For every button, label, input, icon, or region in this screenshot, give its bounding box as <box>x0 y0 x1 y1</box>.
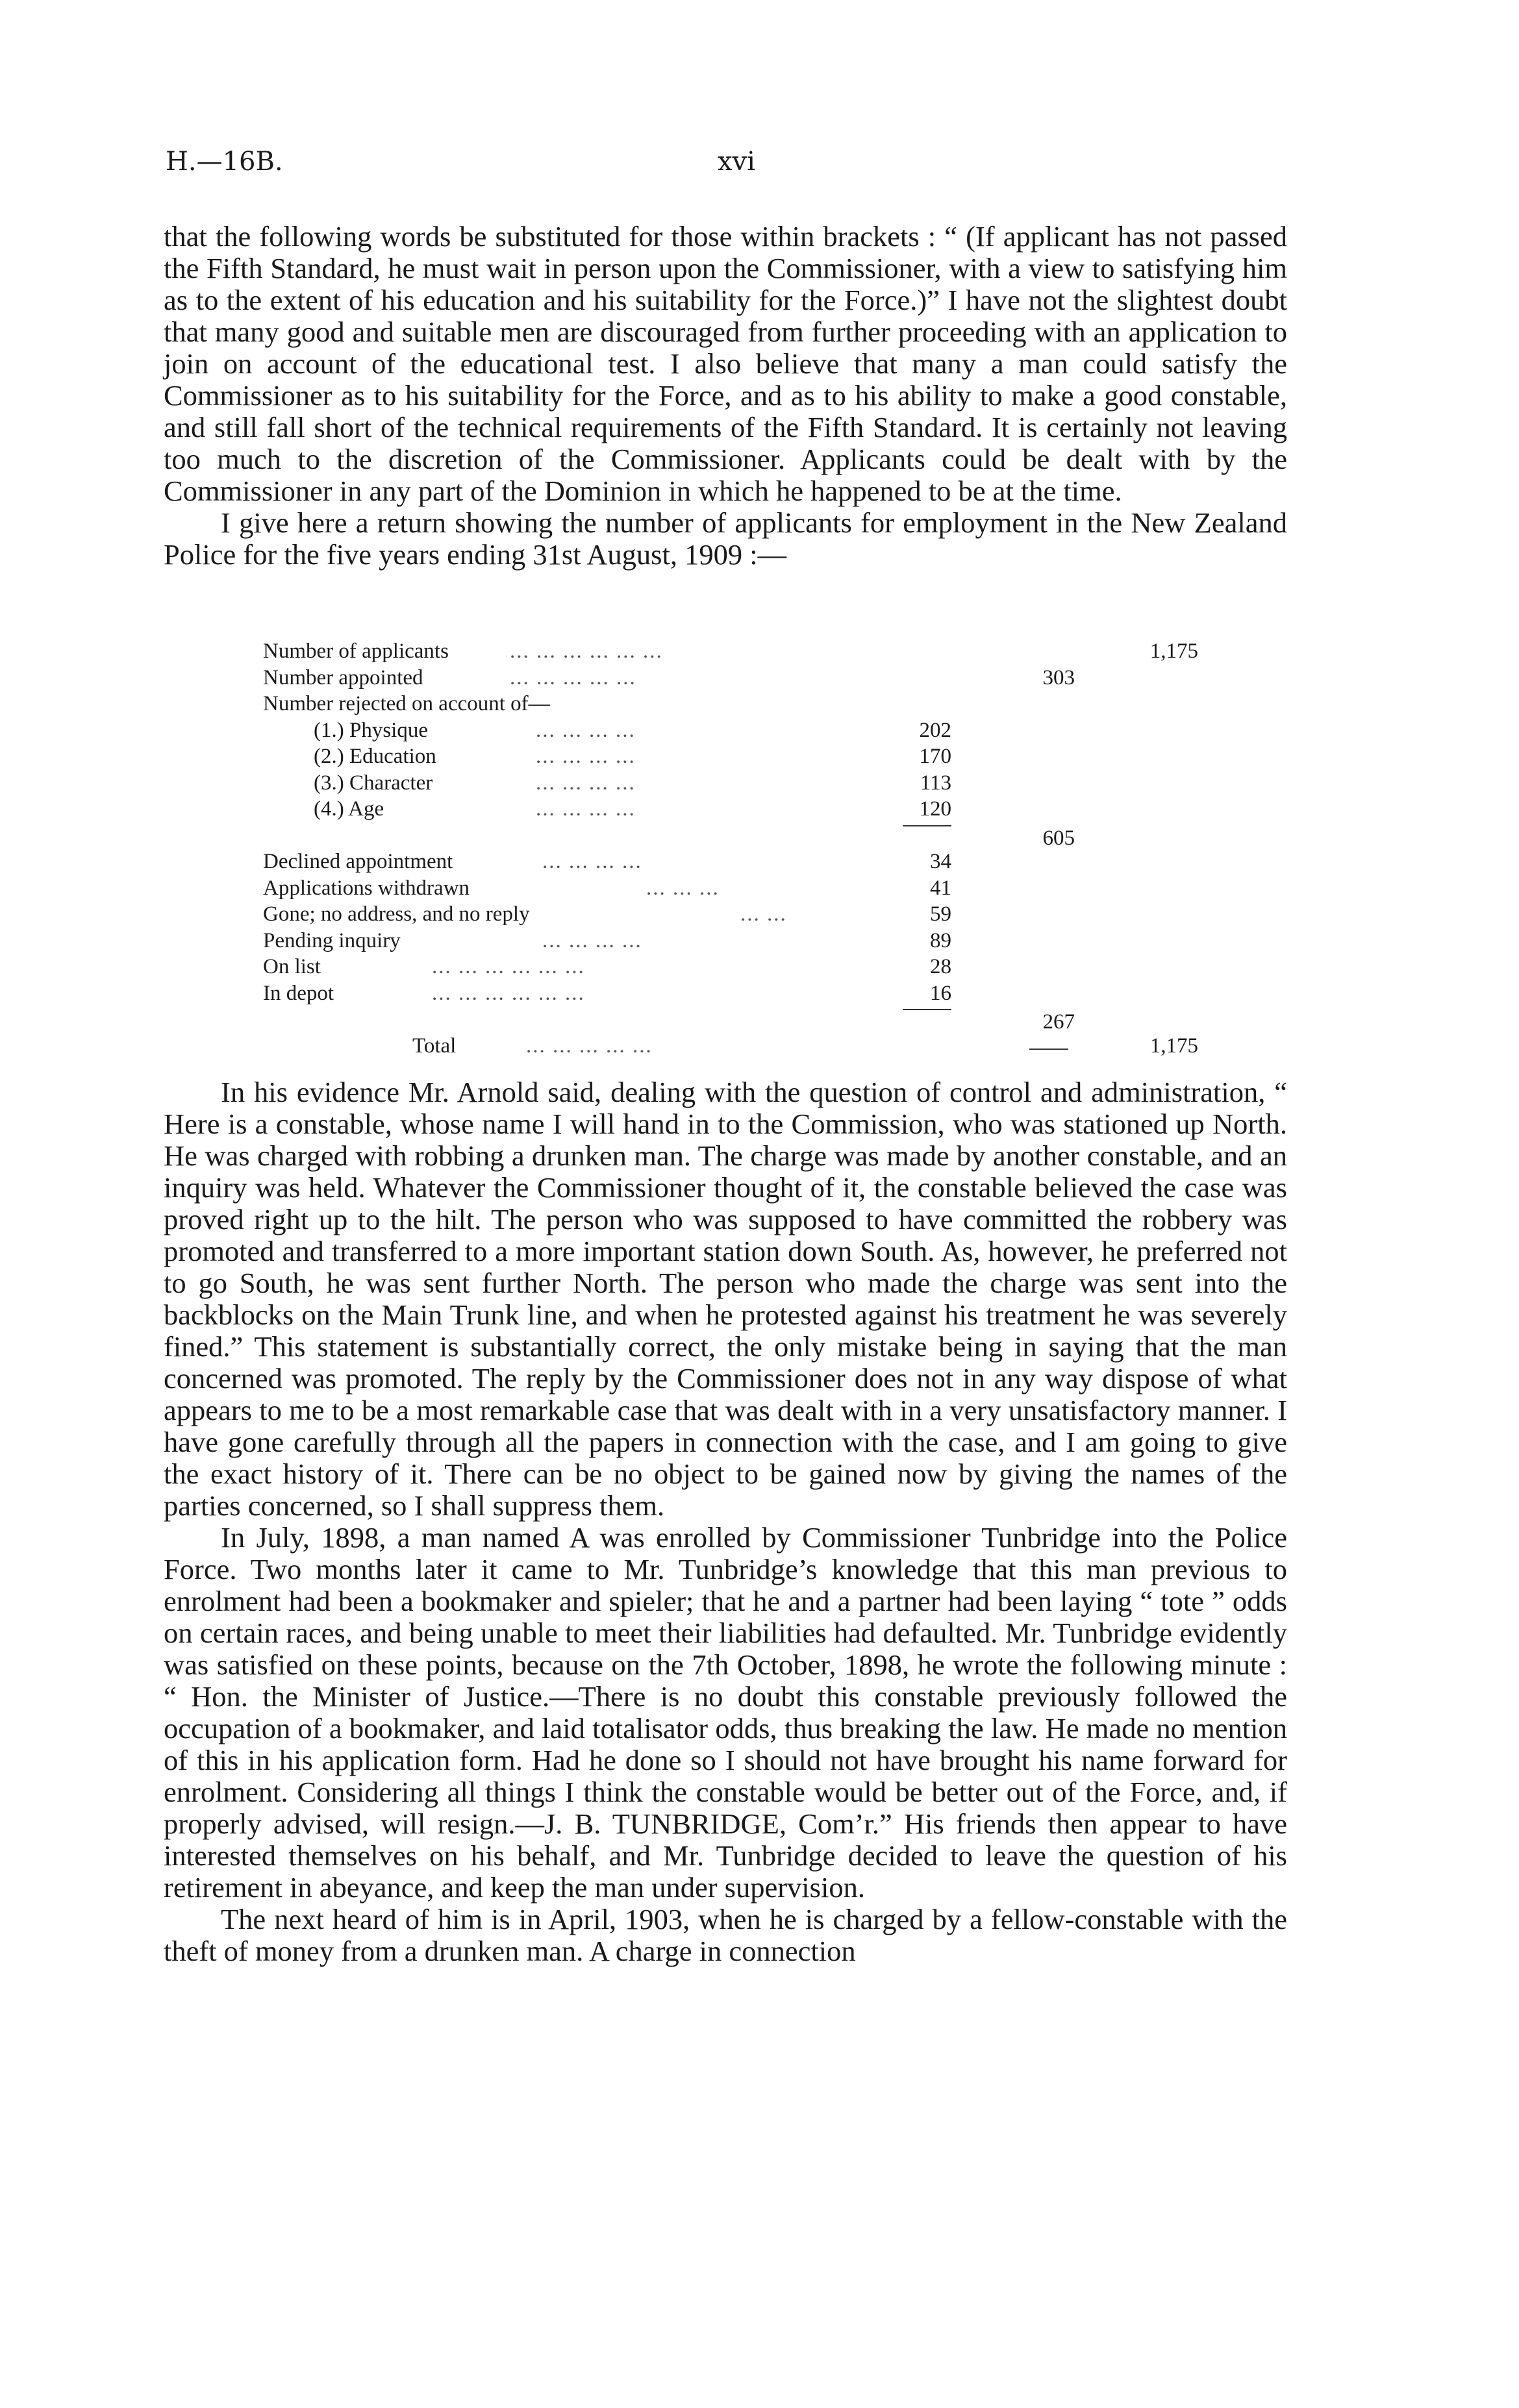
row-label: Applications withdrawn <box>263 876 470 900</box>
table-row <box>263 850 1198 876</box>
row-label: Number of applicants <box>263 639 449 663</box>
row-label: (2.) Education <box>314 745 436 768</box>
row-value: 28 <box>930 955 951 978</box>
leader-dots: ... ... <box>740 902 787 926</box>
subtotal-rule <box>903 825 951 826</box>
table-row <box>263 639 1198 666</box>
paragraph: that the following words be substituted for those within brackets : “ (If applicant has not passed the Fifth Standard, he must wait in person upon the Commissioner, with a view to satisfying him as to the extent of his education and his suitability for the Force.)” I have not the slightest doubt that many good and suitable men are discouraged from further proceeding with an application to join on account of the educational test. I also believe that many a man could satisfy the Commissioner as to his suitability for the Force, and as to his ability to make a good constable, and still fall short of the technical requirements of the Fifth Standard. It is certainly not leaving too much to the discretion of the Commissioner. Applicants could be dealt with by the Commissioner in any part of the Dominion in which he happened to be at the time. <box>164 220 1287 507</box>
row-value: 120 <box>919 797 951 821</box>
table-row <box>263 876 1198 903</box>
table-row <box>263 955 1198 982</box>
row-label: Number rejected on account of— <box>263 692 550 715</box>
leader-dots: ... ... ... <box>646 876 720 900</box>
table-row <box>263 719 1198 745</box>
total-label: Total <box>412 1034 457 1058</box>
row-value: 202 <box>919 718 951 742</box>
leader-dots: ... ... ... ... <box>536 797 636 821</box>
paragraph: I give here a return showing the number of applicants for employment in the New Zealand Police for the five years ending 31st August, 1909 :— <box>164 506 1287 571</box>
paragraph: In his evidence Mr. Arnold said, dealing with the question of control and administration, “ Here is a constable, whose name I will hand in to the Commission, who was stationed up North. He was charged with robbing a drunken man. The charge was made by another constable, and an inquiry was held. Whatever the Commissioner thought of it, the constable believed the case was proved right up to the hilt. The person who was supposed to have committed the robbery was promoted and transferred to a more important station down South. As, however, he preferred not to go South, he was sent further North. The person who made the charge was sent into the backblocks on the Main Trunk line, and when he protested against his treatment he was severely fined.” This statement is substantially correct, the only mistake being in saying that the man concerned was promoted. The reply by the Commissioner does not in any way dispose of what appears to me to be a most remarkable case that was dealt with in a very unsatisfactory manner. I have gone carefully through all the papers in connection with the case, and I am going to give the exact history of it. There can be no object to be gained now by giving the names of the parties concerned, so I shall suppress them. <box>164 1076 1287 1522</box>
row-value: 16 <box>930 981 951 1005</box>
row-label: (3.) Character <box>314 771 433 795</box>
table-row <box>263 771 1198 798</box>
leader-dots: ... ... ... ... ... ... <box>510 639 663 663</box>
subtotal-value: 605 <box>1042 826 1075 850</box>
row-label: Declined appointment <box>263 850 453 873</box>
row-label: On list <box>263 955 321 978</box>
row-label: Pending inquiry <box>263 928 401 952</box>
table-row <box>263 666 1198 693</box>
row-label: Gone; no address, and no reply <box>263 902 530 926</box>
row-value: 34 <box>930 850 951 873</box>
table-row <box>263 929 1198 956</box>
row-value: 303 <box>1042 665 1075 689</box>
paragraph: The next heard of him is in April, 1903, when he is charged by a fellow-constable with the theft of money from a drunken man. A charge in connection <box>164 1903 1287 1967</box>
leader-dots: ... ... ... ... <box>536 718 636 742</box>
leader-dots: ... ... ... ... ... <box>526 1034 653 1058</box>
table-row <box>263 1008 1198 1034</box>
page-number: xvi <box>718 147 755 177</box>
leader-dots: ... ... ... ... <box>536 771 636 795</box>
table-row <box>263 902 1198 929</box>
subtotal-value: 267 <box>1042 1010 1075 1034</box>
leader-dots: ... ... ... ... ... ... <box>432 981 585 1005</box>
row-value: 170 <box>919 745 951 768</box>
applicants-return-table <box>263 639 1198 1060</box>
table-row <box>263 824 1198 850</box>
row-label: (1.) Physique <box>314 718 428 742</box>
row-value: 59 <box>930 902 951 926</box>
leader-dots: ... ... ... ... <box>542 928 642 952</box>
paragraph: In July, 1898, a man named A was enrolled by Commissioner Tunbridge into the Police Force. Two months later it came to Mr. Tunbridge’s knowledge that this man previous to enrolment had been a bookmaker and spieler; that he and a partner had been laying “ tote ” odds on certain races, and being unable to meet their liabilities had defaulted. Mr. Tunbridge evidently was satisfied on these points, because on the 7th October, 1898, he wrote the following minute : “ Hon. the Minister of Justice.—There is no doubt this constable previously followed the occupation of a bookmaker, and laid totalisator odds, thus breaking the law. He made no mention of this in his application form. Had he done so I should not have brought his name forward for enrolment. Considering all things I think the constable would be better out of the Force, and, if properly advised, will resign.—J. B. TUNBRIDGE, Com’r.” His friends then appear to have interested themselves on his behalf, and Mr. Tunbridge decided to leave the question of his retirement in abeyance, and keep the man under supervision. <box>164 1521 1287 1904</box>
row-label: Number appointed <box>263 665 423 689</box>
leader-dots: ... ... ... ... <box>536 745 636 768</box>
row-label: In depot <box>263 981 334 1005</box>
row-value: 89 <box>930 928 951 952</box>
document-code: H.—16B. <box>166 147 283 177</box>
table-row <box>263 797 1198 824</box>
leader-dots: ... ... ... ... <box>542 850 642 873</box>
text-block-top <box>164 221 1287 571</box>
row-value: 113 <box>920 771 951 795</box>
table-row <box>263 982 1198 1008</box>
table-row <box>263 1034 1198 1061</box>
leader-dots: ... ... ... ... ... <box>510 665 636 689</box>
table-row <box>263 745 1198 771</box>
subtotal-rule <box>903 1009 951 1010</box>
table-row <box>263 692 1198 719</box>
text-block-bottom <box>164 1076 1287 1967</box>
row-value: 41 <box>930 876 951 900</box>
total-value: 1,175 <box>1149 1034 1198 1058</box>
row-label: (4.) Age <box>314 797 384 821</box>
leader-dots: ... ... ... ... ... ... <box>432 955 585 978</box>
row-value: 1,175 <box>1149 639 1198 663</box>
total-rule <box>1029 1049 1068 1050</box>
